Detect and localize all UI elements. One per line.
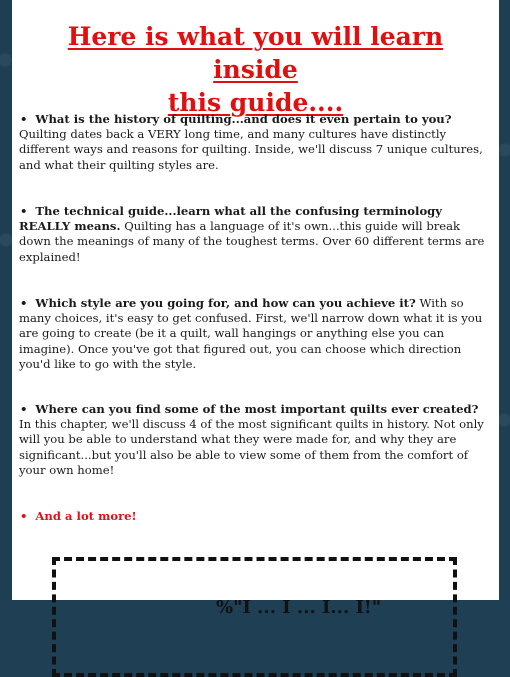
item-body: In this chapter, we'll discuss 4 of the most significant quilts in history. Not only will you be able to understand what they were made for, and why they are significant...but you'll also be able to view some of them from the comfort of your own home! bbox=[19, 417, 484, 477]
item-lead: What is the history of quilting...and does it even pertain to you? bbox=[35, 112, 452, 126]
bullet-icon: • bbox=[20, 402, 28, 416]
item-body: With so many choices, it's easy to get confused. First, we'll narrow down what it is you are going to create (be it a quilt, wall hangings or anything else you can imagine). Once you've got that figured out, you can choose which direction you'd like to go with the style. bbox=[19, 296, 483, 371]
list-item-style bbox=[19, 296, 491, 372]
headline-line-1: Here is what you will learn inside bbox=[67, 22, 444, 84]
bullet-icon: • bbox=[20, 296, 28, 310]
item-lead: And a lot more! bbox=[35, 509, 137, 523]
headline-line-2: this guide.... bbox=[167, 88, 344, 117]
item-body: Quilting has a language of it's own...this guide will break down the meanings of many of the toughest terms. Over 60 different terms are explained! bbox=[19, 219, 485, 264]
item-body: Quilting dates back a VERY long time, and many cultures have distinctly different ways and reasons for quilting. Inside, we'll discuss 7 unique cultures, and what their quilting styles are. bbox=[19, 127, 483, 172]
bullet-icon: • bbox=[20, 112, 28, 126]
guide-page bbox=[12, 0, 499, 618]
bullet-icon: • bbox=[20, 509, 28, 523]
item-lead: Where can you find some of the most important quilts ever created? bbox=[35, 402, 479, 416]
list-item-history bbox=[19, 112, 491, 173]
callout-text: %"I ... I ... I... I!" bbox=[216, 597, 382, 618]
list-item-terminology bbox=[19, 204, 491, 265]
dashed-callout-box bbox=[52, 557, 457, 677]
page-headline bbox=[12, 20, 499, 119]
list-item-more bbox=[19, 509, 491, 524]
item-lead: Which style are you going for, and how can you achieve it? bbox=[35, 296, 416, 310]
item-lead: The technical guide...learn what all the confusing terminology REALLY means. bbox=[19, 204, 443, 234]
list-item-important-quilts bbox=[19, 402, 491, 478]
bullet-icon: • bbox=[20, 204, 28, 218]
